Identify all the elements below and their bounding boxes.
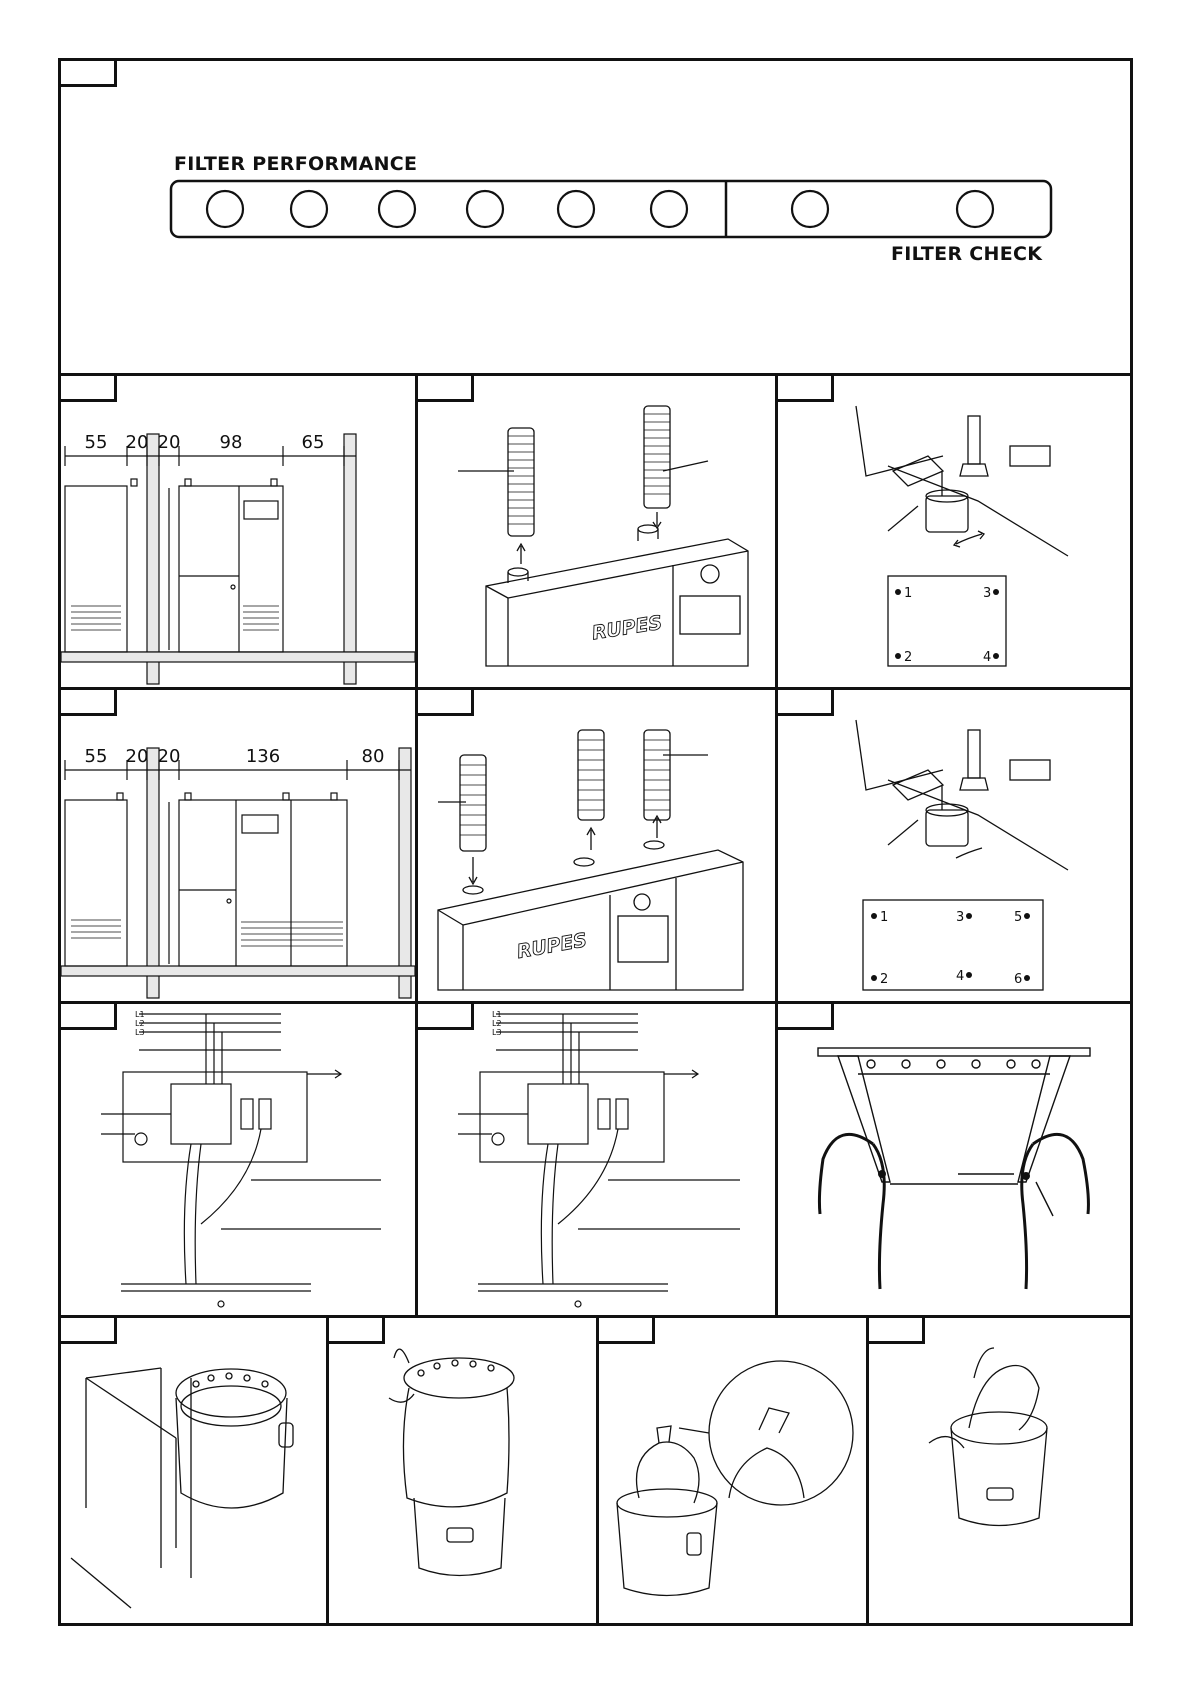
panel-clearance-large [61, 690, 415, 1001]
brand-logo: RUPES [590, 611, 664, 645]
clearance-drawing-small [61, 376, 415, 687]
panel-filter-indicator [61, 61, 1130, 373]
performance-led-1 [207, 191, 243, 227]
dimension-label: 80 [361, 746, 385, 767]
panel-number-tab [61, 376, 117, 402]
panel-levelling-feet-large [778, 690, 1130, 1001]
performance-led-2 [291, 191, 327, 227]
performance-led-5 [558, 191, 594, 227]
performance-led-4 [467, 191, 503, 227]
phase-label: L1 [135, 1010, 145, 1019]
panel-closing-bag [599, 1318, 866, 1623]
filter-check-led [957, 191, 993, 227]
filter-check-label: FILTER CHECK [891, 243, 1043, 265]
performance-led-6 [651, 191, 687, 227]
filter-performance-label: FILTER PERFORMANCE [174, 153, 418, 175]
foot-number: 4 [956, 969, 965, 984]
foot-number: 5 [1014, 910, 1023, 925]
panel-filter-bag-cross-section [778, 1004, 1130, 1315]
panel-hose-connection-small [418, 376, 775, 687]
status-led [792, 191, 828, 227]
panel-number-tab [418, 1004, 474, 1030]
phase-label: L2 [492, 1019, 502, 1028]
dimension-label: 98 [219, 432, 243, 453]
panel-number-tab [61, 690, 117, 716]
hose-drawing-small [418, 376, 775, 687]
panel-fitting-bag [329, 1318, 596, 1623]
panel-number-tab [778, 1004, 834, 1030]
panel-wiring-b [418, 1004, 775, 1315]
removing-bag-drawing [869, 1318, 1130, 1623]
foot-number: 1 [904, 586, 913, 601]
panel-number-tab [418, 690, 474, 716]
fitting-bag-drawing [329, 1318, 596, 1623]
foot-number: 2 [880, 972, 889, 987]
panel-clearance-small [61, 376, 415, 687]
phase-label: L3 [135, 1028, 145, 1037]
foot-number: 4 [983, 650, 992, 665]
panel-levelling-feet-small [778, 376, 1130, 687]
dimension-label: 55 [84, 432, 108, 453]
filter-cross-section-drawing [778, 1004, 1130, 1315]
bucket-in-cabinet-drawing [61, 1318, 326, 1623]
panel-number-tab [329, 1318, 385, 1344]
panel-removing-bag [869, 1318, 1130, 1623]
dimension-label: 55 [84, 746, 108, 767]
feet-drawing-small [778, 376, 1130, 687]
panel-number-tab [61, 1004, 117, 1030]
closing-bag-drawing [599, 1318, 866, 1623]
performance-led-3 [379, 191, 415, 227]
dimension-label: 65 [301, 432, 325, 453]
dimension-label: 136 [245, 746, 281, 767]
dimension-label: 20 [125, 432, 149, 453]
wiring-drawing-a [61, 1004, 415, 1315]
foot-number: 6 [1014, 972, 1023, 987]
hose-drawing-large [418, 690, 775, 1001]
panel-wiring-a [61, 1004, 415, 1315]
foot-number: 1 [880, 910, 889, 925]
instruction-sheet [58, 58, 1133, 1626]
panel-number-tab [869, 1318, 925, 1344]
phase-label: L3 [492, 1028, 502, 1037]
dimension-label: 20 [157, 746, 181, 767]
brand-logo: RUPES [515, 929, 589, 964]
phase-label: L2 [135, 1019, 145, 1028]
panel-hose-connection-large [418, 690, 775, 1001]
foot-number: 3 [983, 586, 992, 601]
indicator-bar-drawing [61, 61, 1130, 373]
feet-drawing-large [778, 690, 1130, 1001]
panel-number-tab [778, 376, 834, 402]
panel-number-tab [61, 1318, 117, 1344]
panel-bucket-in-cabinet [61, 1318, 326, 1623]
panel-number-tab [599, 1318, 655, 1344]
panel-number-tab [778, 690, 834, 716]
panel-number-tab [418, 376, 474, 402]
clearance-drawing-large [61, 690, 415, 1001]
wiring-drawing-b [418, 1004, 775, 1315]
panel-number-tab [61, 61, 117, 87]
phase-label: L1 [492, 1010, 502, 1019]
dimension-label: 20 [125, 746, 149, 767]
foot-number: 3 [956, 910, 965, 925]
foot-number: 2 [904, 650, 913, 665]
dimension-label: 20 [157, 432, 181, 453]
